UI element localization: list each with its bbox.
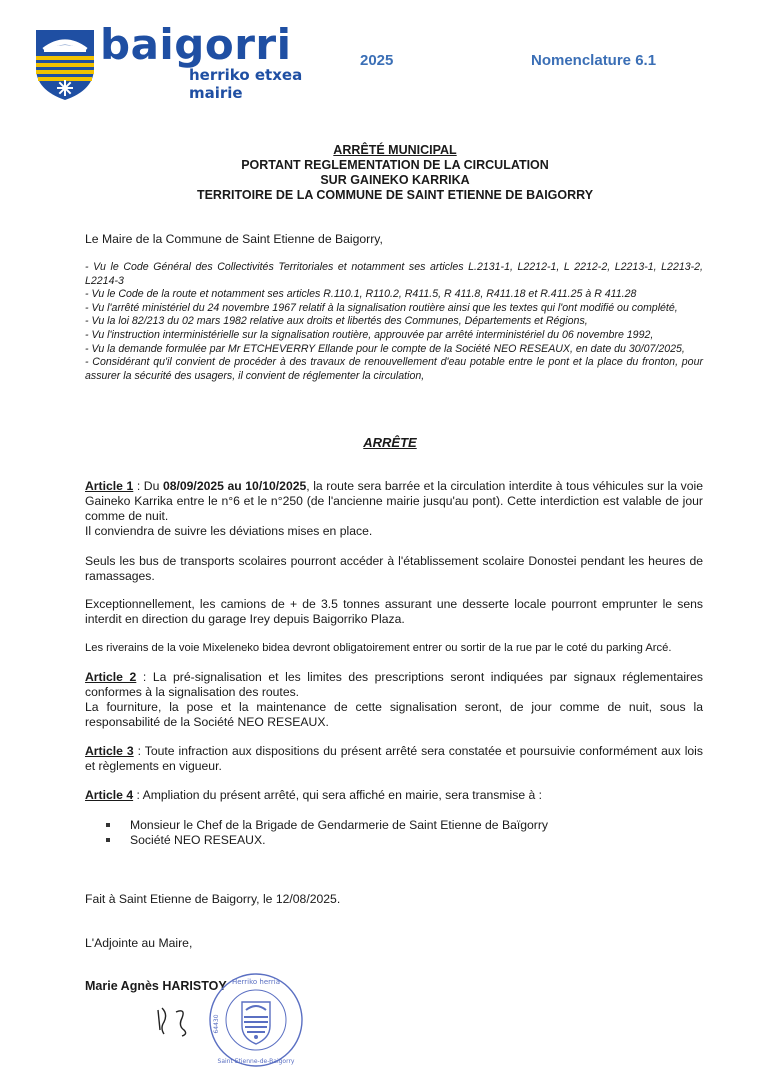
bus-paragraph: Seuls les bus de transports scolaires pourront accéder à l'établissement scolaire Donostei pendant les heures de ramassages. — [85, 554, 703, 583]
article-4 — [85, 788, 703, 803]
header-year: 2025 — [360, 52, 394, 69]
svg-text:Herriko herria: Herriko herria — [231, 978, 281, 986]
vu-item: - Vu la demande formulée par Mr ETCHEVERRY Ellande pour le compte de la Société NEO RESEAUX, en date du 30/07/2025, — [85, 342, 685, 355]
recipient-text: Monsieur le Chef de la Brigade de Gendarmerie de Saint Etienne de Baïgorry — [130, 818, 549, 832]
article-1-pre: : Du — [133, 479, 163, 493]
signatory-name: Marie Agnès HARISTOY — [85, 979, 227, 993]
header-nomenclature: Nomenclature 6.1 — [531, 52, 657, 69]
logo-subtitle-french: mairie — [189, 84, 243, 102]
riverains-paragraph: Les riverains de la voie Mixeleneko bidea devront obligatoirement entrer ou sortir de la rue par le coté du parking Arcé. — [85, 642, 672, 654]
logo-wordmark: baigorri — [100, 20, 292, 69]
bullet-icon — [106, 838, 110, 842]
article-4-label: Article 4 — [85, 788, 134, 802]
vu-item: - Vu la loi 82/213 du 02 mars 1982 relative aux droits et libertés des Communes, Départements et Régions, — [85, 315, 588, 328]
list-item — [106, 833, 548, 848]
vu-item: - Vu l'arrêté ministériel du 24 novembre 1967 relatif à la signalisation routière ainsi que les textes qui l'ont modifié ou complété, — [85, 301, 678, 314]
recipient-text: Société NEO RESEAUX. — [130, 833, 266, 847]
intro-paragraph: Le Maire de la Commune de Saint Etienne de Baigorry, — [85, 232, 383, 246]
document-title — [100, 143, 690, 203]
recipients-list — [106, 818, 548, 848]
logo-subtitle-basque: herriko etxea — [189, 66, 303, 84]
vu-item: - Vu le Code Général des Collectivités Territoriales et notamment ses articles L.2131-1, L2212-1, L 2212-2, L2213-1, L2213-2, L2214-3 — [85, 261, 703, 287]
article-3 — [85, 744, 703, 774]
article-4-text: : Ampliation du présent arrêté, qui sera affiché en mairie, sera transmise à : — [133, 788, 543, 802]
article-2-text: : La pré-signalisation et les limites des prescriptions seront indiquées par signaux réglementaires conformes à la signalisation des routes. — [85, 670, 703, 699]
article-2 — [85, 670, 703, 730]
coat-of-arms-icon — [34, 28, 96, 102]
signatory-title: L'Adjointe au Maire, — [85, 936, 193, 950]
article-2-label: Article 2 — [85, 670, 137, 684]
article-3-text: : Toute infraction aux dispositions du présent arrêté sera constatée et poursuivie conformément aux lois et règlements en vigueur. — [85, 744, 703, 773]
title-line-2: PORTANT REGLEMENTATION DE LA CIRCULATION — [241, 158, 549, 172]
article-1-text: , la route sera barrée et la circulation interdite à tous véhicules sur la voie Gaineko Karrika entre le n°6 et le n°250 (de l'ancienne mairie jusqu'au pont). Cette interdiction est valable de jour comme de nuit. — [85, 479, 703, 523]
mairie-stamp — [206, 970, 306, 1070]
svg-text:64430: 64430 — [213, 1014, 220, 1034]
vu-item: - Vu l'instruction interministérielle sur la signalisation routière, approuvée par arrêté interministériel du 06 novembre 1992, — [85, 328, 654, 341]
title-line-1: ARRÊTÉ MUNICIPAL — [333, 143, 457, 157]
article-1 — [85, 479, 703, 539]
vus-list — [85, 261, 703, 383]
vu-item: - Vu le Code de la route et notamment ses articles R.110.1, R110.2, R411.5, R 411.8, R411.18 et R.411.25 à R 411.28 — [85, 288, 637, 301]
bullet-icon — [106, 823, 110, 827]
baigorri-logo — [34, 20, 304, 104]
article-3-label: Article 3 — [85, 744, 134, 758]
article-1-label: Article 1 — [85, 479, 134, 493]
camions-paragraph: Exceptionnellement, les camions de + de 3.5 tonnes assurant une desserte locale pourront emprunter le sens interdit en direction du garage Irey depuis Baigorriko Plaza. — [85, 597, 703, 626]
handwritten-signature — [150, 1000, 200, 1040]
article-1-line-2: Il conviendra de suivre les déviations mises en place. — [85, 524, 373, 538]
title-line-4: TERRITOIRE DE LA COMMUNE DE SAINT ETIENNE DE BAIGORRY — [196, 188, 594, 202]
article-1-dates: 08/09/2025 au 10/10/2025 — [162, 479, 307, 493]
vu-item: - Considérant qu'il convient de procéder à des travaux de renouvellement d'eau potable entre le pont et la place du fronton, pour assurer la sécurité des usagers, il convient de réglementer la circulation, — [85, 356, 703, 382]
place-date-line: Fait à Saint Etienne de Baigorry, le 12/08/2025. — [85, 892, 341, 906]
arrete-heading: ARRÊTE — [363, 435, 417, 450]
title-line-3: SUR GAINEKO KARRIKA — [320, 173, 470, 187]
svg-text:Saint Etienne-de-Baigorry: Saint Etienne-de-Baigorry — [217, 1058, 295, 1065]
article-2-line-2: La fourniture, la pose et la maintenance de cette signalisation seront, de jour comme de nuit, sous la responsabilité de la Société NEO RESEAUX. — [85, 700, 703, 729]
list-item — [106, 818, 548, 833]
